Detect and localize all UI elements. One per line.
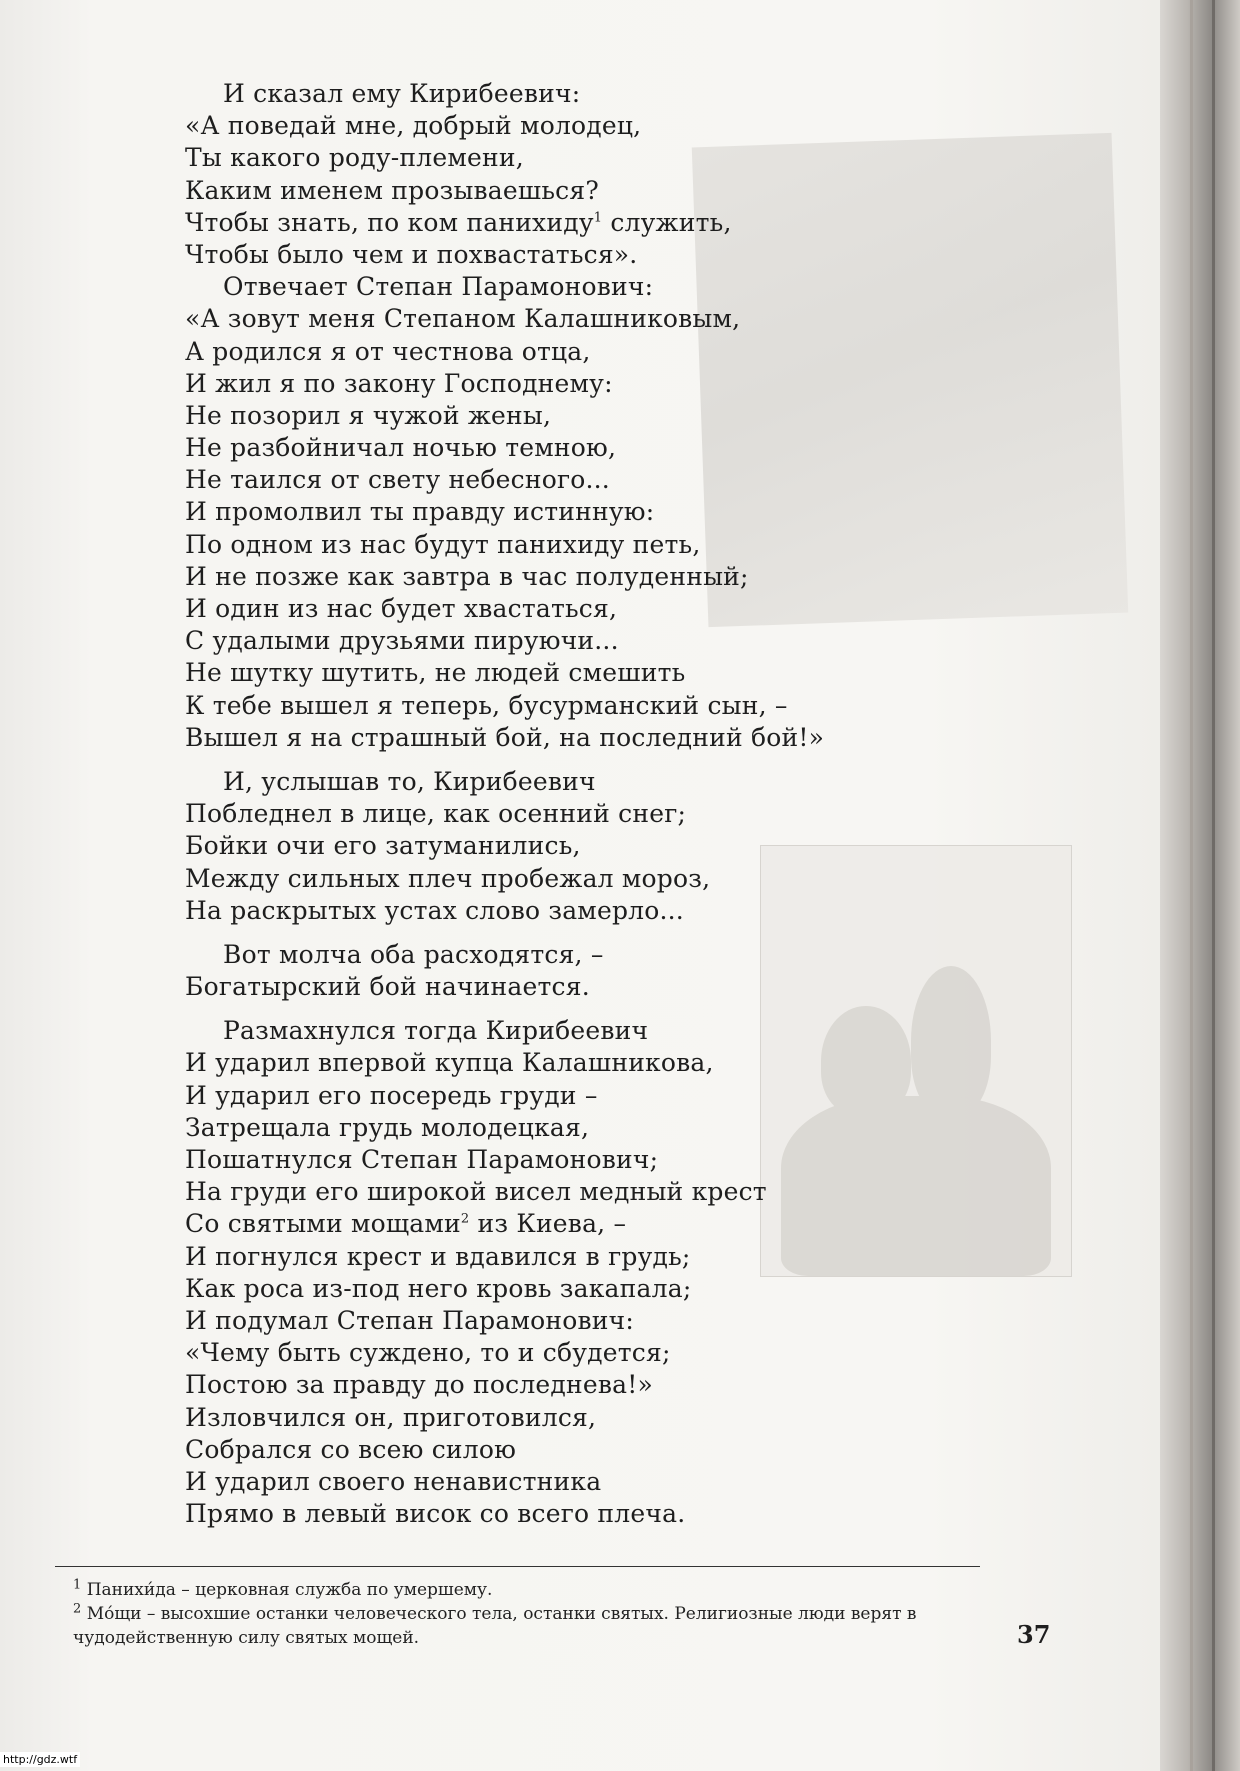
poem-line [185,1080,985,1112]
page-number: 37 [1017,1620,1051,1649]
poem-line [185,1498,985,1530]
poem-line-text: «А зовут меня Степаном Калашниковым, [185,304,741,334]
footnote-1: $^1$ Панихи́да – церковная служба по умершему. [73,1577,493,1600]
stanza-gap [185,927,985,939]
poem-line [185,1112,985,1144]
footnote-marker: 2 [460,1212,470,1228]
spine-edge [1212,0,1215,1771]
poem-line-text: Чтобы знать, по ком панихиду [185,207,594,237]
poem-line-text: С удалыми друзьями пируючи... [185,626,619,656]
poem-line-text: Бойки очи его затуманились, [185,831,581,861]
poem-line-text: Вот молча оба расходятся, – [223,939,604,969]
poem-line [185,1241,985,1273]
poem-line [185,271,985,303]
book-spine [1160,0,1240,1771]
poem-line-text: Не шутку шутить, не людей смешить [185,658,686,688]
poem-line-text: Как роса из-под него кровь закапала; [185,1273,692,1303]
poem-line-text: Вышел я на страшный бой, на последний бой!» [185,722,825,752]
poem-line-text: Ты какого роду-племени, [185,143,524,173]
poem-line [185,1369,985,1401]
poem-line [185,1176,985,1208]
poem-line [185,464,985,496]
poem-line [185,239,985,271]
poem-text [185,78,985,1530]
poem-line-text: Не позорил я чужой жены, [185,400,552,430]
poem-line-text: И промолвил ты правду истинную: [185,497,655,527]
poem-line [185,303,985,335]
footnote-marker: 1 [593,210,603,226]
poem-line-text: Богатырский бой начинается. [185,972,590,1002]
poem-line-text: Собрался со всею силою [185,1434,517,1464]
poem-line [185,593,985,625]
footnote-2: $^2$ Мо́щи – высохшие останки человеческого тела, останки святых. Религиозные люди верят в чудодейственную силу святых мощей. [73,1601,917,1648]
stanza-gap [185,754,985,766]
poem-line-text: Отвечает Степан Парамонович: [223,272,654,302]
poem-line [185,1434,985,1466]
poem-line [185,110,985,142]
source-link[interactable]: http://gdz.wtf [0,1752,80,1767]
poem-line [185,207,985,239]
poem-line [185,830,985,862]
poem-line [185,1144,985,1176]
footnote-divider [55,1566,980,1567]
spine-edge [1190,0,1193,1771]
poem-line-text: служить, [602,207,732,237]
poem-line-text: По одном из нас будут панихиду петь, [185,529,701,559]
poem-line-text: Пошатнулся Степан Парамонович; [185,1145,659,1174]
poem-line-text: Между сильных плеч пробежал мороз, [185,863,711,893]
poem-line [185,1305,985,1337]
poem-line [185,336,985,368]
poem-line [185,142,985,174]
poem-line-text: из Киева, – [469,1209,627,1239]
poem-line-text: Размахнулся тогда Кирибеевич [223,1016,649,1046]
poem-line-text: Чтобы было чем и похвастаться». [185,239,638,269]
poem-line [185,863,985,895]
poem-line-text: И один из нас будет хвастаться, [185,594,618,623]
poem-line [185,78,985,110]
poem-line [185,400,985,432]
poem-line-text: «Чему быть суждено, то и сбудется; [185,1338,671,1368]
poem-line-text: А родился я от честнова отца, [185,336,591,366]
poem-line [185,1047,985,1079]
poem-line-text: К тебе вышел я теперь, бусурманский сын, – [185,690,788,720]
poem-line [185,722,985,754]
poem-line-text: И погнулся крест и вдавился в грудь; [185,1241,691,1271]
poem-line [185,895,985,927]
poem-line-text: Постою за правду до последнева!» [185,1370,653,1400]
poem-line-text: Не разбойничал ночью темною, [185,433,617,463]
poem-line-text: На груди его широкой висел медный крест [185,1177,767,1207]
poem-line [185,1337,985,1369]
poem-line-text: Не таился от свету небесного... [185,465,610,495]
poem-line-text: Со святыми мощами [185,1209,461,1239]
poem-line [185,1015,985,1047]
poem-line-text: И подумал Степан Парамонович: [185,1305,634,1335]
poem-line-text: И жил я по закону Господнему: [185,368,613,398]
poem-line [185,657,985,689]
poem-line-text: На раскрытых устах слово замерло... [185,895,684,925]
poem-line [185,690,985,722]
poem-line [185,766,985,798]
poem-line-text: «А поведай мне, добрый молодец, [185,111,642,141]
poem-line [185,1466,985,1498]
footnotes [55,1578,990,1650]
poem-line-text: Затрещала грудь молодецкая, [185,1112,590,1142]
poem-line [185,625,985,657]
stanza-gap [185,1003,985,1015]
poem-line-text: Изловчился он, приготовился, [185,1402,597,1432]
poem-line [185,1273,985,1305]
poem-line [185,971,985,1003]
poem-line [185,561,985,593]
poem-line [185,368,985,400]
poem-line-text: И ударил впервой купца Калашникова, [185,1048,714,1078]
poem-line [185,175,985,207]
poem-line-text: Каким именем прозываешься? [185,175,599,205]
poem-line [185,432,985,464]
poem-line-text: И не позже как завтра в час полуденный; [185,561,749,591]
poem-line-text: Прямо в левый висок со всего плеча. [185,1499,686,1529]
poem-line [185,798,985,830]
poem-line-text: И ударил его посередь груди – [185,1080,598,1110]
poem-line [185,939,985,971]
poem-line [185,1402,985,1434]
poem-line-text: И ударил своего ненавистника [185,1466,602,1496]
poem-line-text: Побледнел в лице, как осенний снег; [185,799,687,829]
poem-line [185,1208,985,1240]
poem-line [185,496,985,528]
poem-line-text: И, услышав то, Кирибеевич [223,766,596,796]
poem-line [185,529,985,561]
poem-line-text: И сказал ему Кирибеевич: [223,79,581,108]
